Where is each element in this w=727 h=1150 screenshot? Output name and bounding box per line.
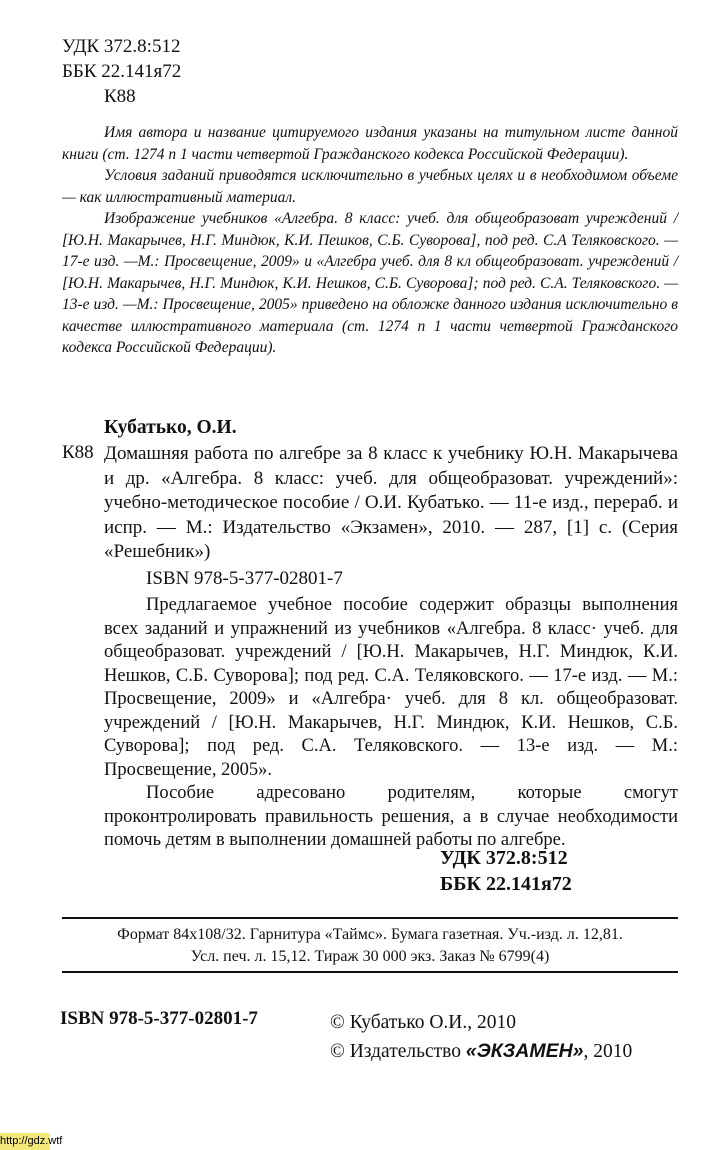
abstract-paragraph: Пособие адресовано родителям, которые смогут проконтролировать правильность решения, а в случае необходимости помочь детям в выполнении домашней работы по алгебре.: [104, 783, 678, 850]
imprint-line: Формат 84x108/32. Гарнитура «Таймс». Бумага газетная. Уч.-изд. л. 12,81.: [117, 926, 623, 943]
udk-code-bold: УДК 372.8:512: [440, 847, 568, 869]
divider-top: [62, 917, 678, 919]
legal-notes: [62, 122, 678, 359]
isbn-line: ISBN 978-5-377-02801-7: [146, 568, 343, 589]
bibliographic-description: Домашняя работа по алгебре за 8 класс к учебнику Ю.Н. Макарычева и др. «Алгебра. 8 класс: учеб. для общеобразоват. учреждений»: учебно-методическое пособие / О.И. Кубатько. — 11-е изд., перераб. и испр. — М.: Издательство «Экзамен», 2010. — 287, [1] с. (Серия «Решебник»): [104, 443, 678, 562]
copyright-prefix: © Издательство: [330, 1041, 466, 1062]
imprint: [62, 924, 678, 968]
author-name: Кубатько, О.И.: [104, 417, 237, 438]
isbn-bottom: ISBN 978-5-377-02801-7: [60, 1008, 258, 1029]
copyright-block: [330, 1008, 632, 1066]
catalog-code: К88: [62, 442, 94, 463]
abstract-paragraph: Предлагаемое учебное пособие содержит образцы выполнения всех заданий и упражнений из учебников «Алгебра. 8 класс· учеб. для общеобразоват. учреждений / [Ю.Н. Макарычев, Н.Г. Миндюк, К.И. Нешков, С.Б. Суворова]; под ред. С.А. Теляковского. — 17-е изд. — М.: Просвещение, 2009» и «Алгебра· учеб. для 8 кл. общеобразоват. учреждений / [Ю.Н. Макарычев, Н.Г. Миндюк, К.И. Нешков, С.Б. Суворова]; под ред. С.А. Теляковского. — 13-е изд. — М.: Просвещение, 2005».: [104, 595, 678, 780]
udk-code: УДК 372.8:512: [62, 36, 181, 57]
note-paragraph: Изображение учебников «Алгебра. 8 класс: учеб. для общеобразоват учреждений / [Ю.Н. Макарычев, Н.Г. Миндюк, К.И. Пешков, С.Б. Суворова], под ред. С.А Теляковского. — 17-е изд. —М.: Просвещение, 2009» и «Алгебра учеб. для 8 кл общеобразоват. учреждений / [Ю.Н. Макарычев, Н.Г. Миндюк, К.И. Нешков, С.Б. Суворова]; под ред. С.А. Теляковского. — 13-е изд. —М.: Просвещение, 2005» приведено на обложке данного издания исключительно в качестве иллюстративного материала (ст. 1274 п 1 части четвертой Гражданского кодекса Российской Федерации).: [62, 210, 678, 356]
abstract: [104, 594, 678, 853]
divider-bottom: [62, 971, 678, 973]
copyright-author: © Кубатько О.И., 2010: [330, 1012, 516, 1033]
watermark-link[interactable]: http://gdz.wtf: [0, 1133, 50, 1150]
bbk-code-bold: ББК 22.141я72: [440, 873, 572, 895]
note-paragraph: Имя автора и название цитируемого издания указаны на титульном листе данной книги (ст. 1274 п 1 части четвертой Гражданского кодекса Российской Федерации).: [62, 124, 678, 163]
note-paragraph: Условия заданий приводятся исключительно в учебных целях и в необходимом объеме — как иллюстративный материал.: [62, 167, 678, 206]
classification-codes-bold: [440, 845, 666, 897]
classification-codes: [62, 34, 181, 109]
imprint-line: Усл. печ. л. 15,12. Тираж 30 000 экз. Заказ № 6799(4): [190, 948, 550, 965]
bbk-code: ББК 22.141я72: [62, 61, 182, 82]
author-mark: К88: [104, 86, 136, 107]
publisher-name: «ЭКЗАМЕН»: [465, 1040, 584, 1062]
copyright-year: , 2010: [583, 1041, 633, 1062]
copyright-publisher: [330, 1037, 632, 1066]
